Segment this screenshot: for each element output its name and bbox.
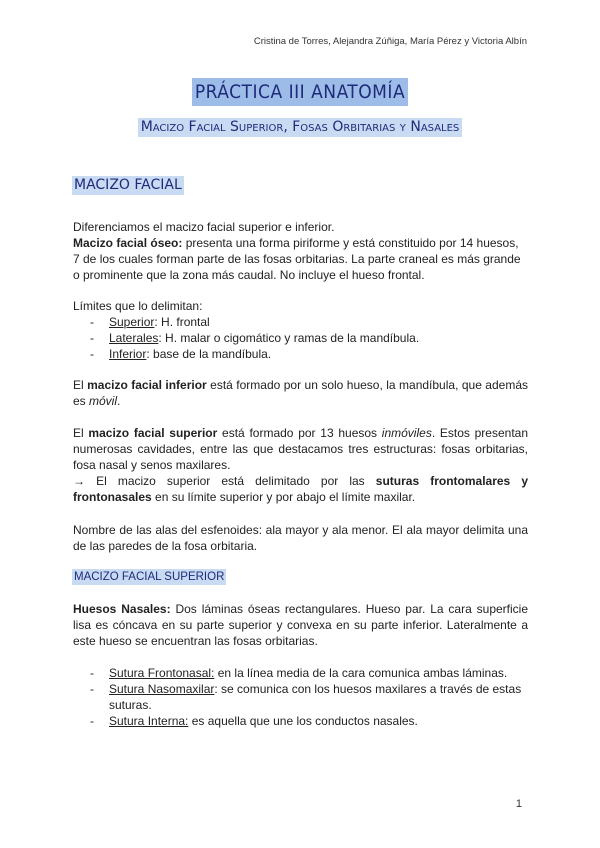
list-dash-nasomaxilar [90, 681, 109, 697]
limites-label: Límites que lo delimitan: [73, 299, 203, 313]
list-term: Sutura Frontonasal: [109, 666, 215, 680]
text-fragment: está formado por 13 huesos [217, 426, 382, 440]
italic-term: móvil [89, 394, 118, 408]
list-item-superior [90, 314, 210, 330]
list-dash: - [90, 682, 94, 696]
section-heading-macizo-facial: MACIZO FACIAL [74, 177, 182, 193]
document-subtitle: Macizo Facial Superior, Fosas Orbitarias y Nasales [138, 118, 463, 137]
superior-paragraph [73, 425, 528, 473]
title-wrap [0, 78, 600, 106]
subtitle-wrap [0, 118, 600, 137]
list-text: es aquella que une los conductos nasales. [188, 714, 418, 728]
delimit-paragraph [73, 473, 528, 505]
list-term: Superior [109, 315, 155, 329]
document-title: PRÁCTICA III ANATOMÍA [192, 78, 408, 106]
list-term: Sutura Interna: [109, 714, 189, 728]
list-term: Sutura Nasomaxilar [109, 682, 215, 696]
list-dash: - [90, 347, 94, 361]
list-item-frontonasal [109, 665, 529, 681]
inferior-term: macizo facial inferior [87, 378, 207, 392]
list-term: Inferior [109, 347, 147, 361]
intro-paragraph: Diferenciamos el macizo facial superior e inferior. [73, 220, 335, 234]
oseo-text: presenta una forma piriforme y está constituido por 14 huesos, 7 de los cuales forman parte de las fosas orbitarias. La parte craneal es más grande o prominente que la zona más caudal. No incluye el hueso frontal. [73, 236, 521, 282]
list-term: Laterales [109, 331, 159, 345]
text-fragment: El [73, 378, 88, 392]
page-number: 1 [515, 798, 522, 810]
text-fragment: en su límite superior y por abajo el límite maxilar. [151, 490, 416, 504]
list-item-laterales [90, 330, 419, 346]
text-fragment: El macizo superior está delimitado por las [85, 474, 376, 488]
nasales-term: Huesos Nasales: [73, 602, 171, 616]
alas-paragraph: Nombre de las alas del esfenoides: ala mayor y ala menor. El ala mayor delimita una de las paredes de la fosa orbitaria. [73, 523, 528, 553]
list-text: : se comunica con los huesos maxilares a través de estas suturas. [109, 682, 522, 712]
list-dash: - [90, 315, 94, 329]
arrow-icon: → [73, 474, 85, 488]
italic-term: inmóviles [381, 426, 432, 440]
list-text: : H. malar o cigomático y ramas de la mandíbula. [158, 331, 420, 345]
list-dash: - [90, 666, 94, 680]
suturas-term: suturas frontomalares y frontonasales [73, 474, 528, 504]
text-fragment: . Estos presentan numerosas cavidades, entre las que destacamos tres estructuras: fosas orbitarias, fosa nasal y senos maxilares. [73, 426, 529, 472]
section-heading-macizo-superior: MACIZO FACIAL SUPERIOR [74, 571, 225, 583]
oseo-paragraph [73, 235, 528, 283]
list-dash-frontonasal [90, 665, 109, 681]
authors-header: Cristina de Torres, Alejandra Zúñiga, María Pérez y Victoria Albín [253, 36, 527, 47]
inferior-paragraph [73, 377, 528, 409]
list-text: : base de la mandíbula. [146, 347, 272, 361]
oseo-term: Macizo facial óseo: [73, 236, 183, 250]
text-fragment: El [73, 426, 89, 440]
nasales-text: Dos láminas óseas rectangulares. Hueso par. La cara superficie lisa es cóncava en su parte superior y convexa en su parte inferior. Lateralmente a este hueso se encuentran las fosas orbitarias. [73, 602, 528, 648]
superior-term: macizo facial superior [88, 426, 218, 440]
list-item-interna [109, 713, 529, 729]
list-dash: - [90, 331, 94, 345]
list-dash: - [90, 714, 94, 728]
nasales-paragraph [73, 601, 528, 649]
list-item-inferior [90, 346, 271, 362]
list-item-nasomaxilar [109, 681, 529, 713]
text-fragment: está formado por un solo hueso, la mandíbula, que además es [73, 378, 529, 408]
list-text: : H. frontal [154, 315, 210, 329]
text-fragment: . [117, 394, 121, 408]
list-text: en la línea media de la cara comunica ambas láminas. [214, 666, 508, 680]
list-dash-interna [90, 713, 109, 729]
